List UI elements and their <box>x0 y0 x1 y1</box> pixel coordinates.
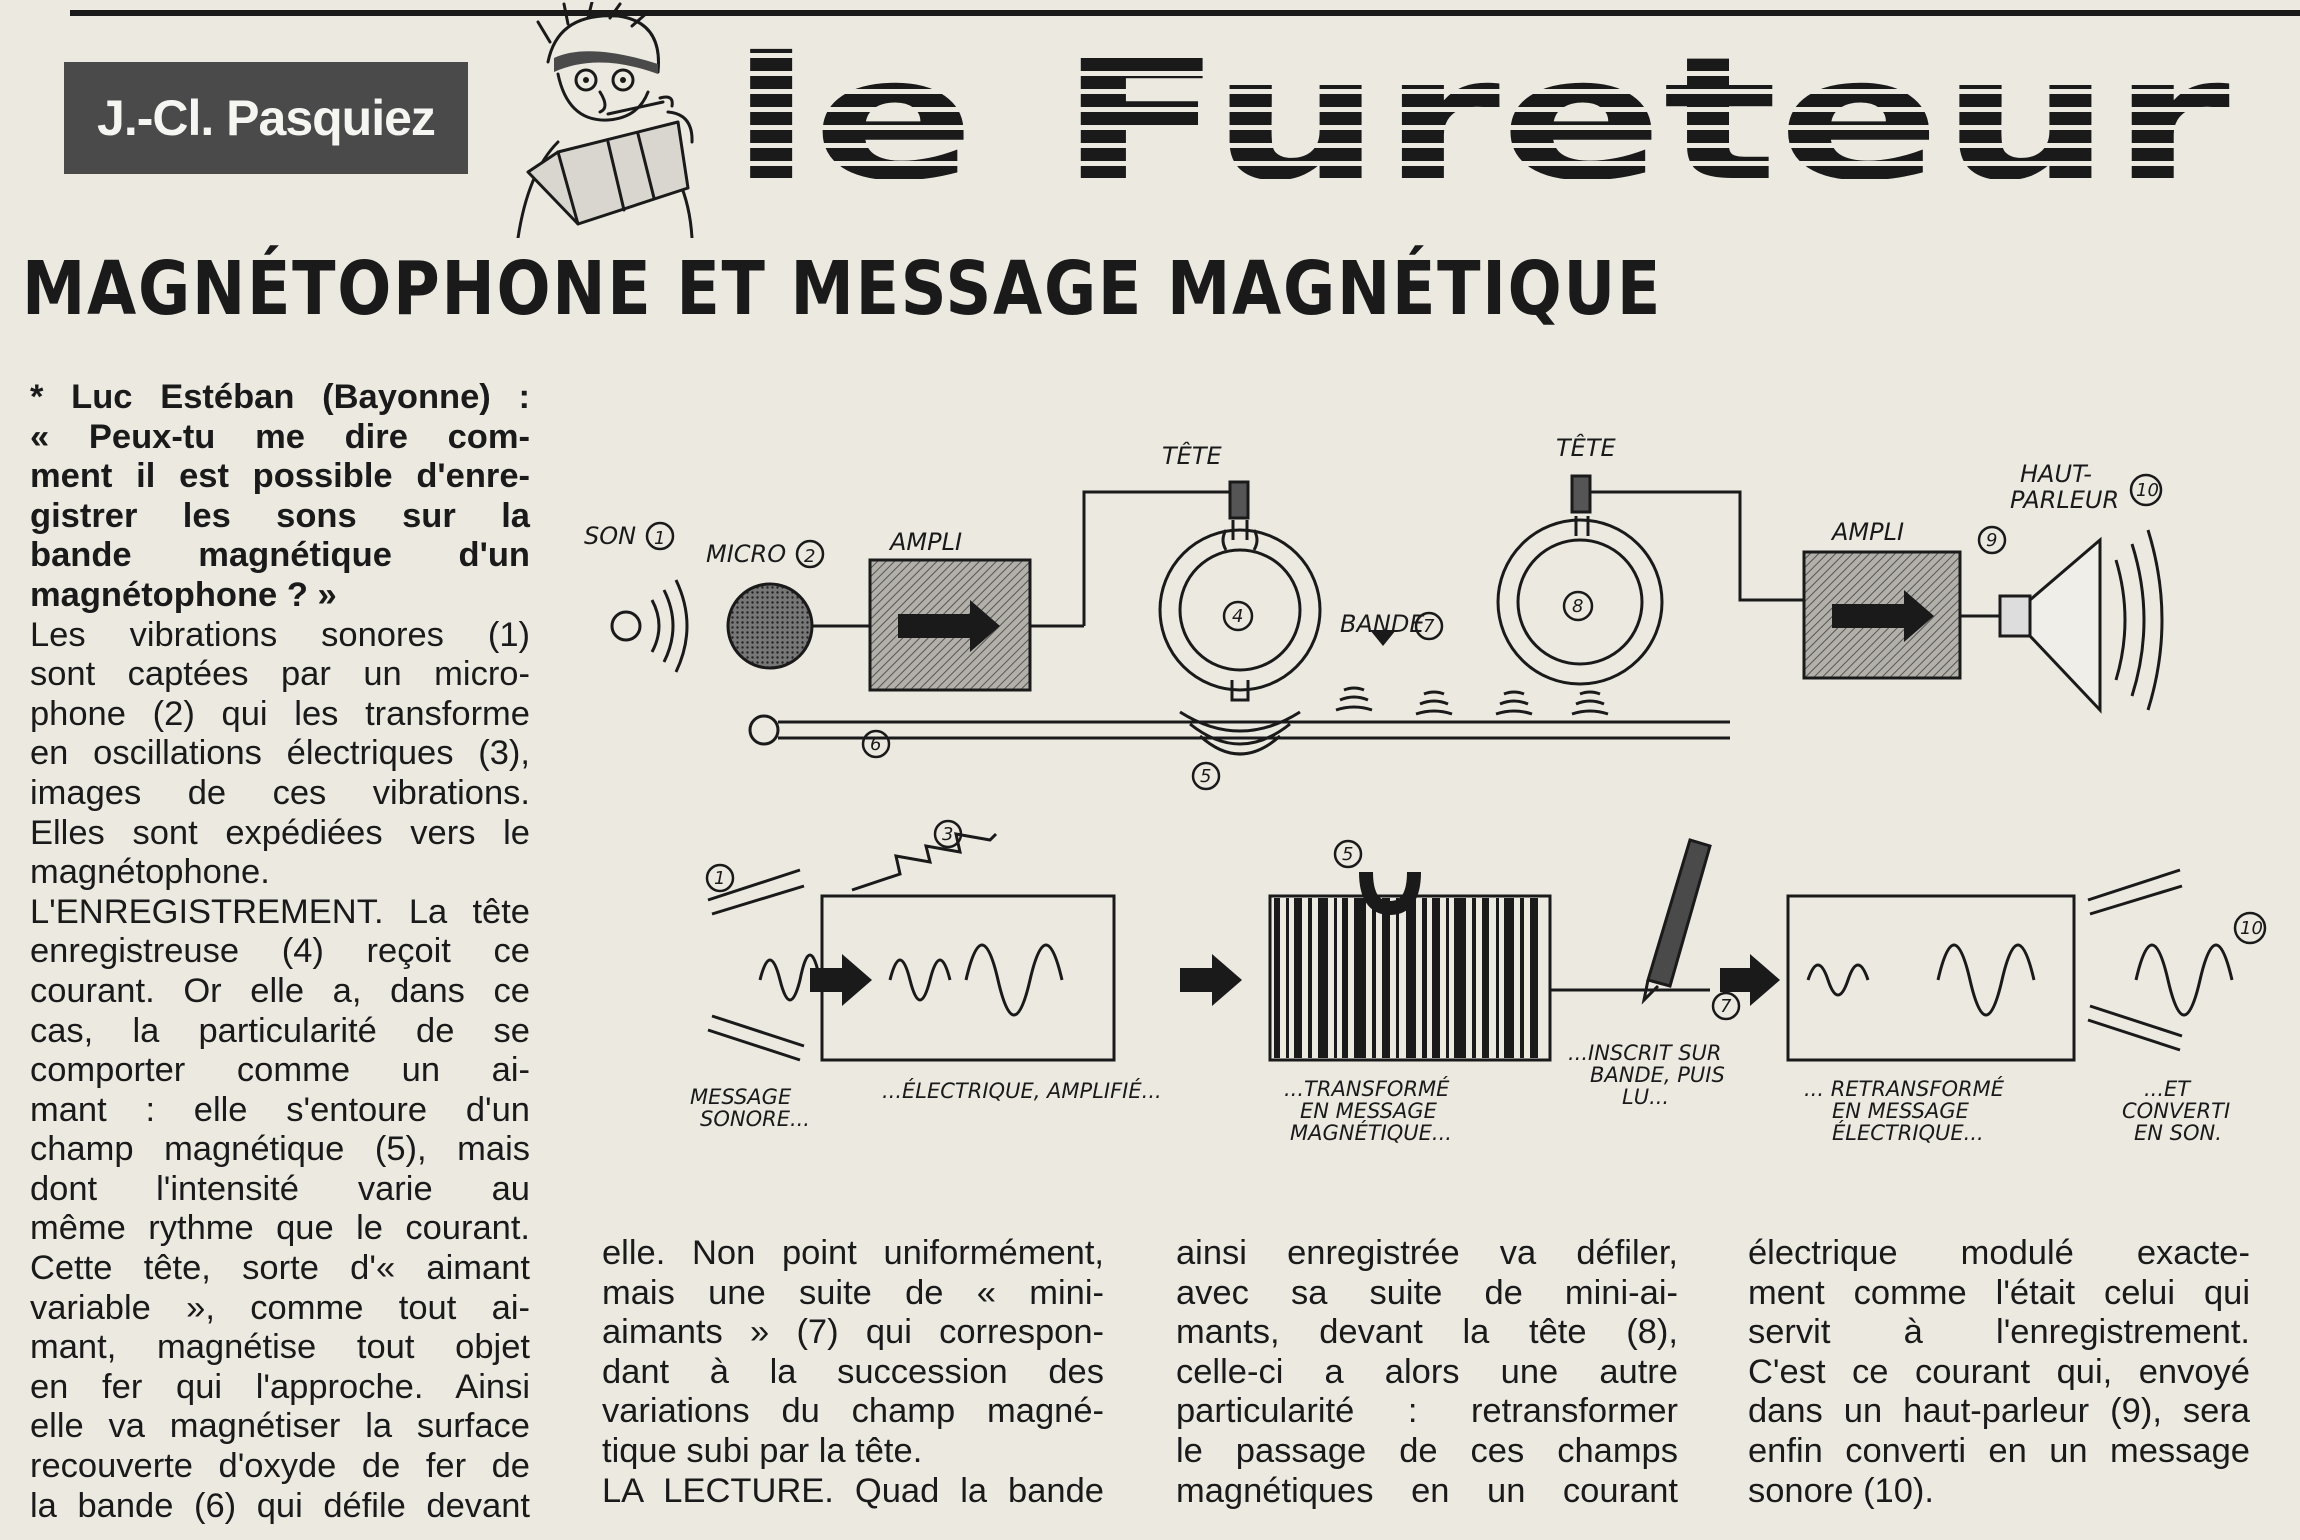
body-line: tique subi par la tête. <box>602 1431 923 1470</box>
num-5: 5 <box>1200 766 1212 787</box>
label-bande: BANDE <box>1340 610 1425 638</box>
caption-3c: MAGNÉTIQUE... <box>1290 1121 1452 1145</box>
label-micro: MICRO <box>706 540 787 568</box>
label-tete-left: TÊTE <box>1162 442 1222 470</box>
body-line: sonore (10). <box>1748 1471 1935 1510</box>
question-line: ment il est possible d'enre- <box>30 457 530 496</box>
pen-icon <box>1648 840 1710 986</box>
body-line: dant à la succession des <box>602 1352 1104 1391</box>
body-line: Elles sont expédiées vers le <box>30 813 530 852</box>
body-line: avec sa suite de mini-ai- <box>1176 1273 1678 1312</box>
body-line: Les vibrations sonores (1) <box>30 615 530 654</box>
author-name: J.-Cl. Pasquiez <box>97 90 435 146</box>
body-line: images de ces vibrations. <box>30 773 530 812</box>
body-line: magnétophone. <box>30 853 270 892</box>
body-line: magnétiques en un courant <box>1176 1471 1678 1510</box>
tape-recorder-diagram <box>560 420 2300 1210</box>
column-4 <box>1748 1234 2250 1511</box>
barcode-stripes <box>1274 898 1538 1058</box>
num-b7: 7 <box>1720 996 1732 1017</box>
body-line: cas, la particularité de se <box>30 1011 530 1050</box>
column-3 <box>1176 1234 1678 1511</box>
body-line: même rythme que le courant. <box>30 1209 530 1248</box>
head-coil-right <box>1572 476 1590 512</box>
caption-3a: ...TRANSFORMÉ <box>1284 1077 1450 1101</box>
num-10: 10 <box>2136 480 2159 501</box>
caption-4c: LU... <box>1622 1085 1670 1109</box>
caption-1a: MESSAGE <box>690 1085 792 1109</box>
body-line: servit à l'enregistrement. <box>1748 1313 2250 1352</box>
question-line: magnétophone ? » <box>30 575 337 614</box>
logo-text: le Fureteur <box>730 40 2231 190</box>
column-1 <box>30 378 530 1526</box>
caption-1b: SONORE... <box>700 1107 810 1131</box>
num-b3: 3 <box>942 824 954 845</box>
label-ampli-right: AMPLI <box>1832 518 1905 546</box>
body-line: électrique modulé exacte- <box>1748 1234 2250 1272</box>
retransformed-box <box>1788 896 2074 1060</box>
caption-4b: BANDE, PUIS <box>1590 1063 1725 1087</box>
label-haut-parleur-1: HAUT- <box>2020 460 2092 488</box>
question-line: bande magnétique d'un <box>30 536 530 575</box>
body-line: C'est ce courant qui, envoyé <box>1748 1352 2250 1391</box>
num-9: 9 <box>1986 530 1998 551</box>
num-b5: 5 <box>1342 844 1354 865</box>
num-4: 4 <box>1232 606 1244 627</box>
microphone-icon <box>728 584 812 668</box>
top-rule <box>70 10 2300 16</box>
body-line: Cette tête, sorte d'« aimant <box>30 1249 530 1288</box>
label-ampli-left: AMPLI <box>890 528 963 556</box>
body-line: mais une suite de « mini- <box>602 1273 1104 1312</box>
author-box <box>64 62 468 174</box>
speaker-icon <box>2030 540 2100 710</box>
flow-arrow-icon <box>1180 954 1242 1006</box>
num-b10: 10 <box>2240 918 2263 939</box>
body-line: en fer qui l'approche. Ainsi <box>30 1367 530 1406</box>
speaker-magnet <box>2000 596 2030 636</box>
body-line: phone (2) qui les transforme <box>30 694 530 733</box>
body-line: dont l'intensité varie au <box>30 1169 530 1208</box>
body-line: enregistreuse (4) reçoit ce <box>30 932 530 971</box>
caption-6b: CONVERTI <box>2122 1099 2231 1123</box>
caption-5b: EN MESSAGE <box>1832 1099 1969 1123</box>
column-2 <box>602 1234 1104 1511</box>
body-line: le passage de ces champs <box>1176 1431 1678 1470</box>
body-line: L'ENREGISTREMENT. La tête <box>30 892 530 931</box>
body-line: elle. Non point uniformément, <box>602 1234 1104 1272</box>
label-son: SON <box>584 522 637 550</box>
caption-3b: EN MESSAGE <box>1300 1099 1437 1123</box>
body-line: mant, magnétise tout objet <box>30 1328 530 1367</box>
flow-arrow-icon <box>810 954 872 1006</box>
label-tete-right: TÊTE <box>1556 434 1616 462</box>
question-line: « Peux-tu me dire com- <box>30 417 530 456</box>
body-line: recouverte d'oxyde de fer de <box>30 1447 530 1486</box>
caption-5c: ÉLECTRIQUE... <box>1832 1121 1984 1145</box>
caption-4a: ...INSCRIT SUR <box>1568 1041 1722 1065</box>
body-line: la bande (6) qui défile devant <box>30 1486 530 1525</box>
num-2: 2 <box>804 546 816 567</box>
num-6: 6 <box>870 734 882 755</box>
sound-source-icon <box>612 612 640 640</box>
question-line: * Luc Estéban (Bayonne) : <box>30 378 530 416</box>
num-7: 7 <box>1423 616 1435 637</box>
caption-5a: ... RETRANSFORMÉ <box>1804 1077 2004 1101</box>
body-line: courant. Or elle a, dans ce <box>30 971 530 1010</box>
body-line: dans un haut-parleur (9), sera <box>1748 1392 2250 1431</box>
body-line: ment comme l'était celui qui <box>1748 1273 2250 1312</box>
body-line: sont captées par un micro- <box>30 655 530 694</box>
le-fureteur-logo <box>730 40 2240 190</box>
body-line: particularité : retransformer <box>1176 1392 1678 1431</box>
body-line: mant : elle s'entoure d'un <box>30 1090 530 1129</box>
body-line: LA LECTURE. Quad la bande <box>602 1471 1104 1510</box>
body-line: mants, devant la tête (8), <box>1176 1313 1678 1352</box>
caption-6a: ...ET <box>2144 1077 2191 1101</box>
question-line: gistrer les sons sur la <box>30 496 530 535</box>
body-line: celle-ci a alors une autre <box>1176 1352 1678 1391</box>
body-line: aimants » (7) qui correspon- <box>602 1313 1104 1352</box>
body-line: variable », comme tout ai- <box>30 1288 530 1327</box>
num-8: 8 <box>1572 596 1584 617</box>
body-line: elle va magnétiser la surface <box>30 1407 530 1446</box>
mascot-illustration <box>488 2 718 238</box>
body-line: champ magnétique (5), mais <box>30 1130 530 1169</box>
caption-6c: EN SON. <box>2134 1121 2222 1145</box>
label-haut-parleur-2: PARLEUR <box>2010 486 2120 514</box>
body-line: ainsi enregistrée va défiler, <box>1176 1234 1678 1272</box>
head-coil-left <box>1230 482 1248 518</box>
headline: MAGNÉTOPHONE ET MESSAGE MAGNÉTIQUE <box>22 246 1663 332</box>
num-b1: 1 <box>714 868 726 889</box>
body-line: en oscillations électriques (3), <box>30 734 530 773</box>
caption-2: ...ÉLECTRIQUE, AMPLIFIÉ... <box>882 1079 1162 1103</box>
body-line: variations du champ magné- <box>602 1392 1104 1431</box>
num-1: 1 <box>654 528 666 549</box>
body-line: comporter comme un ai- <box>30 1051 530 1090</box>
body-line: enfin converti en un message <box>1748 1431 2250 1470</box>
